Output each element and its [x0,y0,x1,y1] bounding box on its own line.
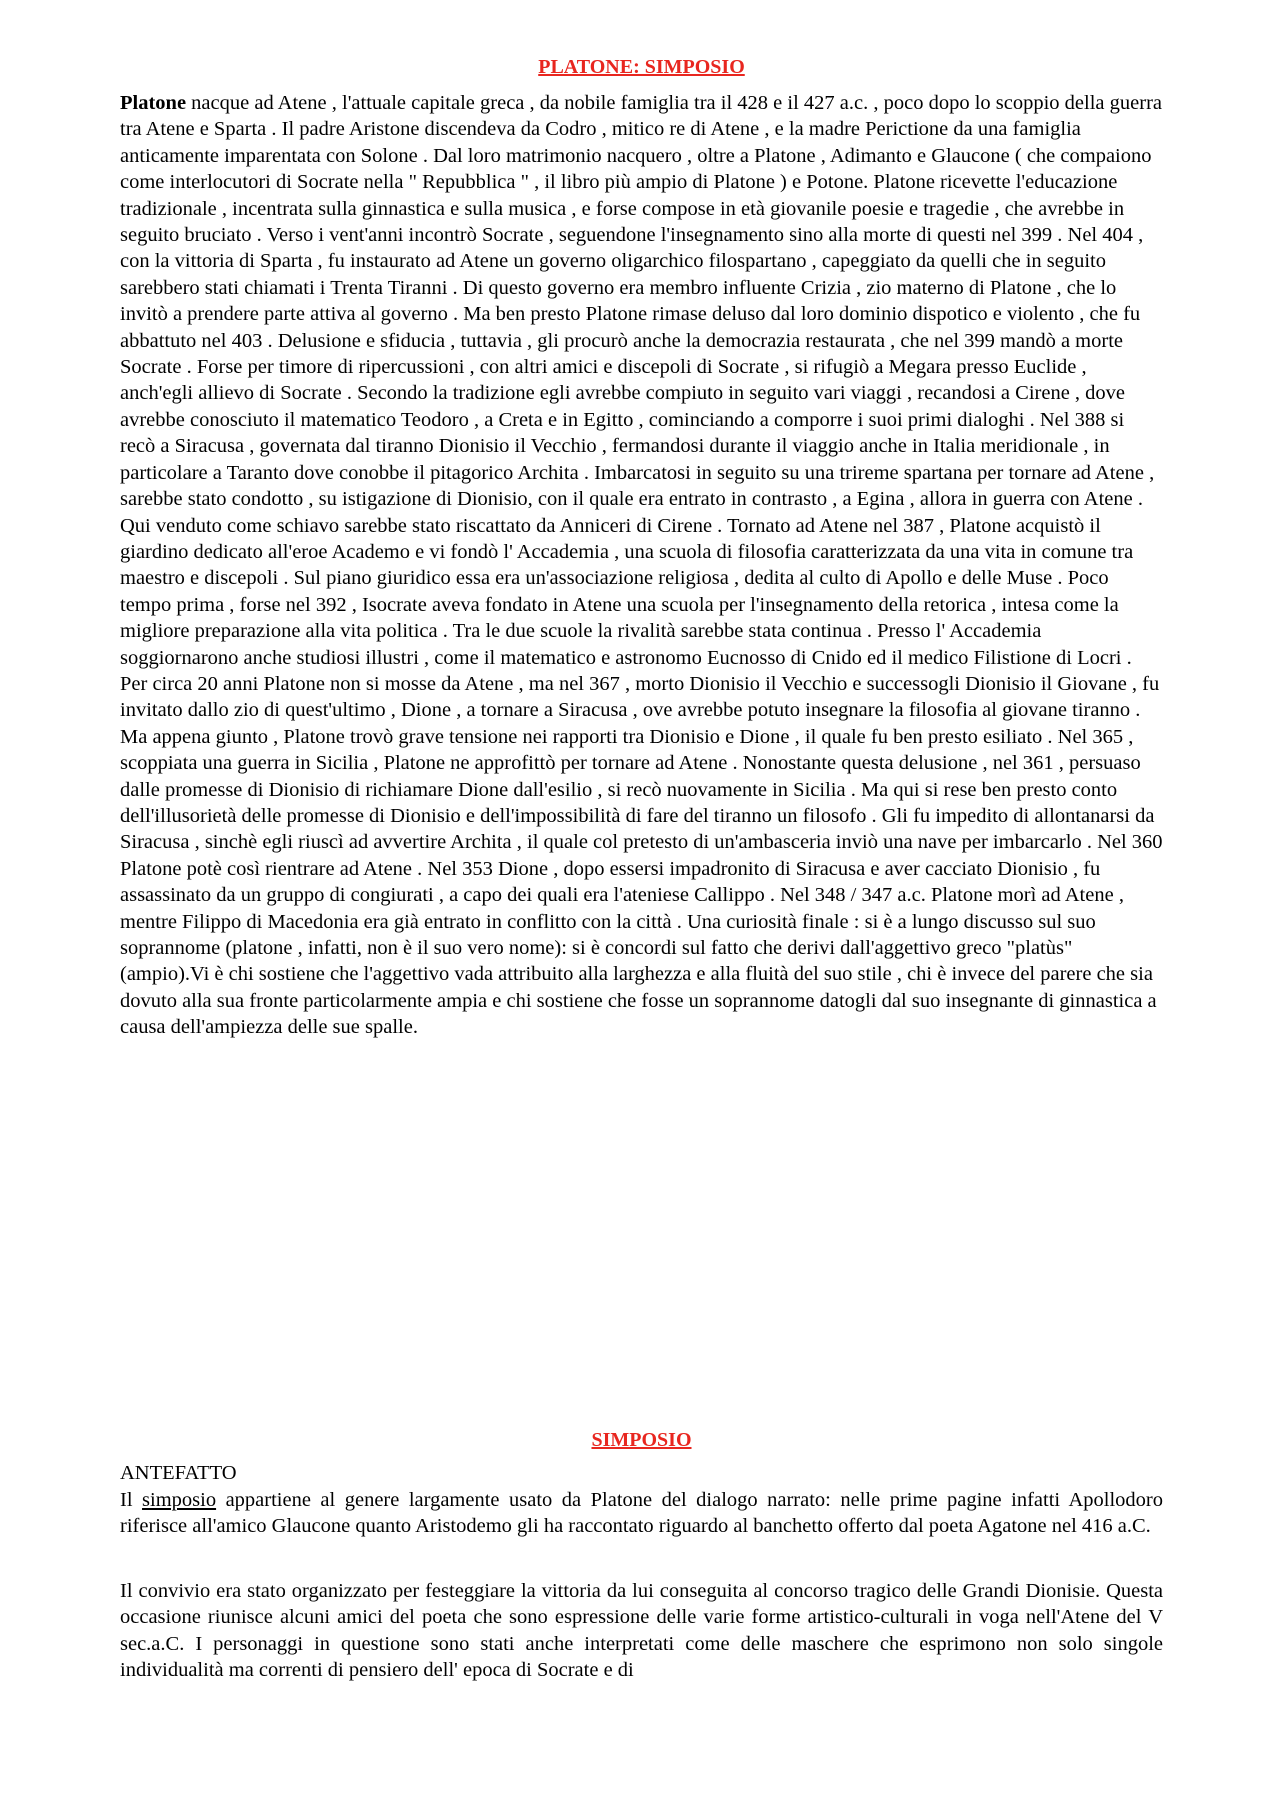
p1-before: Il [120,1489,143,1511]
biography-paragraph [120,90,1163,1041]
simposio-link[interactable]: simposio [142,1489,217,1511]
section-paragraph-1 [120,1487,1163,1540]
bio-lead: Platone [120,92,187,114]
p1-after: appartiene al genere largamente usato da Platone del dialogo narrato: nelle prime pagine infatti Apollodoro riferisce all'amico Glaucone quanto Aristodemo gli ha raccontato riguardo al banchetto offerto dal poeta Agatone nel 416 a.C. [120,1489,1163,1538]
bio-text: nacque ad Atene , l'attuale capitale greca , da nobile famiglia tra il 428 e il 427 a.c. , poco dopo lo scoppio della guerra tra Atene e Sparta . Il padre Aristone discendeva da Codro , mitico re di Atene , e la madre Perictione da una famiglia anticamente imparentata con Solone . Dal loro matrimonio nacquero , oltre a Platone , Adimanto e Glaucone ( che compaiono come interlocutori di Socrate nella " Repubblica " , il libro più ampio di Platone ) e Potone. Platone ricevette l'educazione tradizionale , incentrata sulla ginnastica e sulla musica , e forse compose in età giovanile poesie e tragedie , che avrebbe in seguito bruciato . Verso i vent'anni incontrò Socrate , seguendone l'insegnamento sino alla morte di questi nel 399 . Nel 404 , con la vittoria di Sparta , fu instaurato ad Atene un governo oligarchico filospartano , capeggiato da quelli che in seguito sarebbero stati chiamati i Trenta Tiranni . Di questo governo era membro influente Crizia , zio materno di Platone , che lo invitò a prendere parte attiva al governo . Ma ben presto Platone rimase deluso dal loro dominio dispotico e violento , che fu abbattuto nel 403 . Delusione e sfiducia , tuttavia , gli procurò anche la democrazia restaurata , che nel 399 mandò a morte Socrate . Forse per timore di ripercussioni , con altri amici e discepoli di Socrate , si rifugiò a Megara presso Euclide , anch'egli allievo di Socrate . Secondo la tradizione egli avrebbe compiuto in seguito vari viaggi , recandosi a Cirene , dove avrebbe conosciuto il matematico Teodoro , a Creta e in Egitto , cominciando a comporre i suoi primi dialoghi . Nel 388 si recò a Siracusa , governata dal tiranno Dionisio il Vecchio , fermandosi durante il viaggio anche in Italia meridionale , in particolare a Taranto dove conobbe il pitagorico Archita . Imbarcatosi in seguito su una trireme spartana per tornare ad Atene , sarebbe stato condotto , su istigazione di Dionisio, con il quale era entrato in contrasto , a Egina , allora in guerra con Atene . Qui venduto come schiavo sarebbe stato riscattato da Anniceri di Cirene . Tornato ad Atene nel 387 , Platone acquistò il giardino dedicato all'eroe Academo e vi fondò l' Accademia , una scuola di filosofia caratterizzata da una vita in comune tra maestro e discepoli . Sul piano giuridico essa era un'associazione religiosa , dedita al culto di Apollo e delle Muse . Poco tempo prima , forse nel 392 , Isocrate aveva fondato in Atene una scuola per l'insegnamento della retorica , intesa come la migliore preparazione alla vita politica . Tra le due scuole la rivalità sarebbe stata continua . Presso l' Accademia soggiornarono anche studiosi illustri , come il matematico e astronomo Eucnosso di Cnido ed il medico Filistione di Locri . Per circa 20 anni Platone non si mosse da Atene , ma nel 367 , morto Dionisio il Vecchio e successogli Dionisio il Giovane , fu invitato dallo zio di quest'ultimo , Dione , a tornare a Siracusa , ove avrebbe potuto insegnare la filosofia al giovane tiranno . Ma appena giunto , Platone trovò grave tensione nei rapporti tra Dionisio e Dione , il quale fu ben presto esiliato . Nel 365 , scoppiata una guerra in Sicilia , Platone ne approfittò per tornare ad Atene . Nonostante questa delusione , nel 361 , persuaso dalle promesse di Dionisio di richiamare Dione dall'esilio , si recò nuovamente in Sicilia . Ma qui si rese ben presto conto dell'illusorietà delle promesse di Dionisio e dell'impossibilità di fare del tiranno un filosofo . Gli fu impedito di allontanarsi da Siracusa , sinchè egli riuscì ad avvertire Archita , il quale col pretesto di un'ambasceria inviò una nave per imbarcarlo . Nel 360 Platone potè così rientrare ad Atene . Nel 353 Dione , dopo essersi impadronito di Siracusa e aver cacciato Dionisio , fu assassinato da un gruppo di congiurati , a capo dei quali era l'ateniese Callippo . Nel 348 / 347 a.c. Platone morì ad Atene , mentre Filippo di Macedonia era già entrato in conflitto con la città . Una curiosità finale : si è a lungo discusso sul suo soprannome (platone , infatti, non è il suo vero nome): si è concordi sul fatto che derivi dall'aggettivo greco "platùs" (ampio).Vi è chi sostiene che l'aggettivo vada attribuito alla larghezza e alla fluità del suo stile , chi è invece del parere che sia dovuto alla sua fronte particolarmente ampia e chi sostiene che fosse un soprannome datogli dal suo insegnante di ginnastica a causa dell'ampiezza delle sue spalle. [120,92,1163,1039]
section-label: ANTEFATTO [120,1462,237,1484]
section-heading: SIMPOSIO [591,1429,692,1451]
section-paragraph-2: Il convivio era stato organizzato per festeggiare la vittoria da lui conseguita al concorso tragico delle Grandi Dionisie. Questa occasione riunisce alcuni amici del poeta che sono espressione delle varie forme artistico-culturali in voga nell'Atene del V sec.a.C. I personaggi in questione sono stati anche interpretati come delle maschere che esprimono non solo singole individualità ma correnti di pensiero dell' epoca di Socrate e di [120,1580,1163,1682]
document-title: PLATONE: SIMPOSIO [538,56,745,78]
